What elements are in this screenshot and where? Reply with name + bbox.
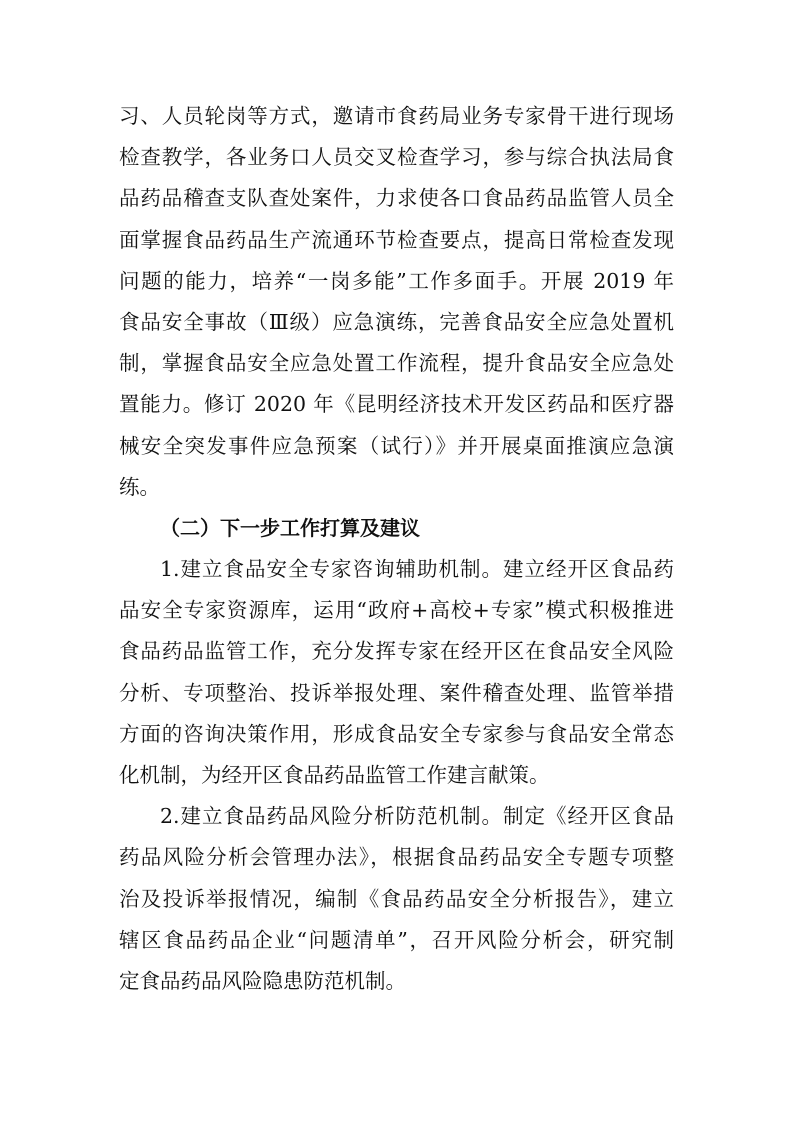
- text-line: 药品风险分析会管理办法》，根据食品药品安全专题专项整: [119, 845, 674, 870]
- text-line: 习、人员轮岗等方式，邀请市食药局业务专家骨干进行现场: [119, 104, 674, 128]
- text-line: 1.建立食品安全专家咨询辅助机制。建立经开区食品药: [160, 557, 674, 582]
- text-line: 治及投诉举报情况，编制《食品药品安全分析报告》，建立: [119, 886, 674, 911]
- text-line: 方面的咨询决策作用，形成食品安全专家参与食品安全常态: [119, 721, 674, 746]
- text-line: 化机制，为经开区食品药品监管工作建言献策。: [119, 763, 550, 787]
- text-line: 分析、专项整治、投诉举报处理、案件稽查处理、监管举措: [119, 680, 674, 705]
- text-line: 问题的能力，培养“一岗多能”工作多面手。开展 2019 年: [119, 268, 674, 293]
- text-line: 品安全专家资源库，运用“政府+高校+专家”模式积极推进: [119, 598, 674, 623]
- text-line: 辖区食品药品企业“问题清单”，召开风险分析会，研究制: [119, 927, 674, 952]
- section-heading: （二）下一步工作打算及建议: [160, 515, 420, 540]
- paragraph-expert-consultation: [119, 549, 674, 796]
- text-line: 制，掌握食品安全应急处置工作流程，提升食品安全应急处: [119, 351, 674, 376]
- text-line: 食品安全事故（Ⅲ级）应急演练，完善食品安全应急处置机: [119, 309, 674, 334]
- text-line: 置能力。修订 2020 年《昆明经济技术开发区药品和医疗器: [119, 392, 674, 417]
- paragraph-continuation: [119, 96, 674, 508]
- text-line: 2.建立食品药品风险分析防范机制。制定《经开区食品: [160, 804, 674, 829]
- text-line: 面掌握食品药品生产流通环节检查要点，提高日常检查发现: [119, 227, 674, 252]
- text-line: 品药品稽查支队查处案件，力求使各口食品药品监管人员全: [119, 186, 674, 211]
- paragraph-risk-analysis: [119, 796, 674, 1002]
- text-line: 练。: [119, 474, 160, 499]
- text-line: 检查教学，各业务口人员交叉检查学习，参与综合执法局食: [119, 145, 674, 170]
- text-line: 械安全突发事件应急预案（试行）》并开展桌面推演应急演: [119, 433, 674, 458]
- document-body: [119, 96, 674, 1002]
- text-line: 定食品药品风险隐患防范机制。: [119, 968, 406, 993]
- text-line: 食品药品监管工作，充分发挥专家在经开区在食品安全风险: [119, 639, 674, 664]
